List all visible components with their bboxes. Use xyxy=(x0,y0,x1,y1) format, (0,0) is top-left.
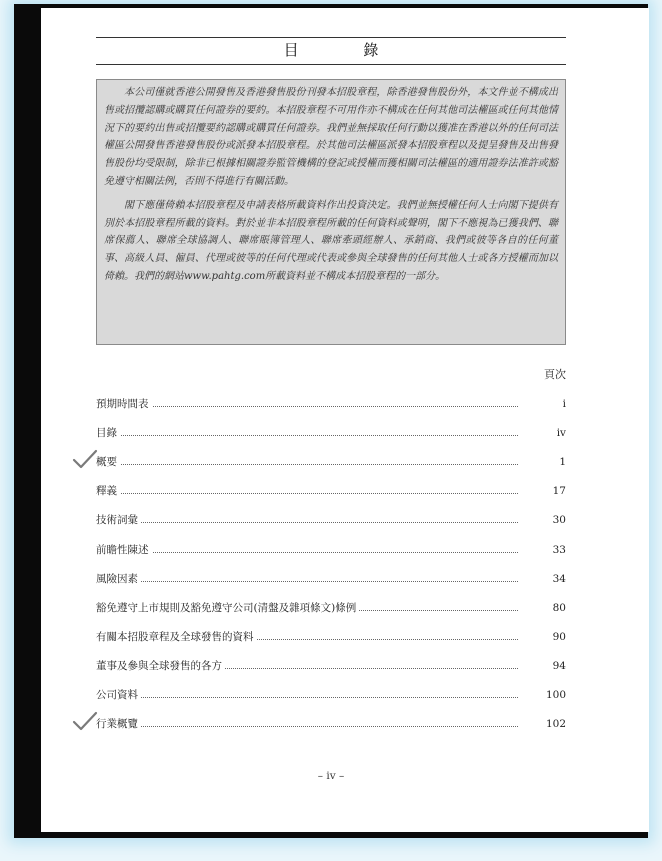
toc-entry[interactable] xyxy=(96,483,566,499)
toc-entry[interactable] xyxy=(96,658,566,674)
toc-entry-title: 概要 xyxy=(96,454,120,470)
toc-entry[interactable] xyxy=(96,396,566,412)
toc-entry-page: 90 xyxy=(552,631,566,643)
toc-dot-leader xyxy=(96,464,518,465)
toc-entry-title: 技術詞彙 xyxy=(96,512,141,528)
toc-entry[interactable] xyxy=(96,687,566,703)
toc-entry[interactable] xyxy=(96,571,566,587)
toc-entry[interactable] xyxy=(96,454,566,470)
page-title: 目 錄 xyxy=(283,41,409,59)
toc-entry-page: 1 xyxy=(559,456,566,468)
toc-entry-title: 目錄 xyxy=(96,425,120,441)
toc-entry-page: 102 xyxy=(545,718,566,730)
toc-entry-title: 前瞻性陳述 xyxy=(96,542,152,558)
toc-entry-title: 公司資料 xyxy=(96,687,141,703)
disclaimer-paragraph-1: 本公司僅就香港公開發售及香港發售股份刊發本招股章程，除香港發售股份外，本文件並不構成出售或招攬認購或購買任何證券的要約。本招股章程不可用作亦不構成在任何其他司法權區或任何其他情況下的要約出售或招攬要約認購或購買任何證券。我們並無採取任何行動以獲准在香港以外的任何司法權區公開發售香港發售股份或派發本招股章程。於其他司法權區派發本招股章程以及提呈發售及出售發售股份均受限制，除非已根據相關證券監管機構的登記或授權而獲相關司法權區的適用證券法准許或豁免遵守相關法例，否則不得進行有關活動。 xyxy=(104,87,558,187)
toc-entry[interactable] xyxy=(96,600,566,616)
toc-dot-leader xyxy=(96,581,518,582)
disclaimer-notice-box xyxy=(96,79,566,345)
toc-entry-title: 豁免遵守上市規則及豁免遵守公司(清盤及雜項條文)條例 xyxy=(96,600,359,616)
toc-dot-leader xyxy=(96,435,518,436)
toc-dot-leader xyxy=(96,697,518,698)
toc-entry[interactable] xyxy=(96,716,566,732)
toc-entry-page: 33 xyxy=(552,544,566,556)
title-rule-bottom xyxy=(96,64,566,65)
toc-entry-title: 有關本招股章程及全球發售的資料 xyxy=(96,629,257,645)
toc-dot-leader xyxy=(96,726,518,727)
toc-entry-title: 釋義 xyxy=(96,483,120,499)
toc-entry-page: iv xyxy=(556,427,566,439)
toc-entry-title: 風險因素 xyxy=(96,571,141,587)
toc-dot-leader xyxy=(96,552,518,553)
toc-entry[interactable] xyxy=(96,512,566,528)
checkmark-icon xyxy=(72,448,98,470)
toc-entry-title: 董事及參與全球發售的各方 xyxy=(96,658,225,674)
toc-dot-leader xyxy=(96,522,518,523)
toc-entry-page: 17 xyxy=(552,485,566,497)
toc-entry-title: 預期時間表 xyxy=(96,396,152,412)
toc-entry[interactable] xyxy=(96,425,566,441)
toc-dot-leader xyxy=(96,406,518,407)
footer-page-number: – iv – xyxy=(317,770,345,782)
disclaimer-paragraph-2: 閣下應僅倚賴本招股章程及申請表格所載資料作出投資決定。我們並無授權任何人士向閣下提供有別於本招股章程所載的資料。對於並非本招股章程所載的任何資料或聲明，閣下不應視為已獲我們、聯席保薦人、聯席全球協調人、聯席賬簿管理人、聯席牽頭經辦人、承銷商、我們或彼等各自的任何董事、高級人員、僱員、代理或彼等的任何代理或代表或參與全球發售的任何其他人士或各方授權而加以倚賴。我們的網站www.pahtg.com所載資料並不構成本招股章程的一部分。 xyxy=(104,199,558,282)
toc-entry[interactable] xyxy=(96,629,566,645)
toc-entry-page: 30 xyxy=(552,514,566,526)
toc-entry-page: 94 xyxy=(552,660,566,672)
toc-entry-title: 行業概覽 xyxy=(96,716,141,732)
toc-entry-page: 80 xyxy=(552,602,566,614)
toc-entry-page: 100 xyxy=(545,689,566,701)
page-column-label: 頁次 xyxy=(544,368,566,381)
title-rule-top xyxy=(96,37,566,38)
toc-dot-leader xyxy=(96,493,518,494)
toc-entry-page: i xyxy=(562,398,566,410)
toc-entry-page: 34 xyxy=(552,573,566,585)
toc-entry[interactable] xyxy=(96,542,566,558)
checkmark-icon xyxy=(72,710,98,732)
